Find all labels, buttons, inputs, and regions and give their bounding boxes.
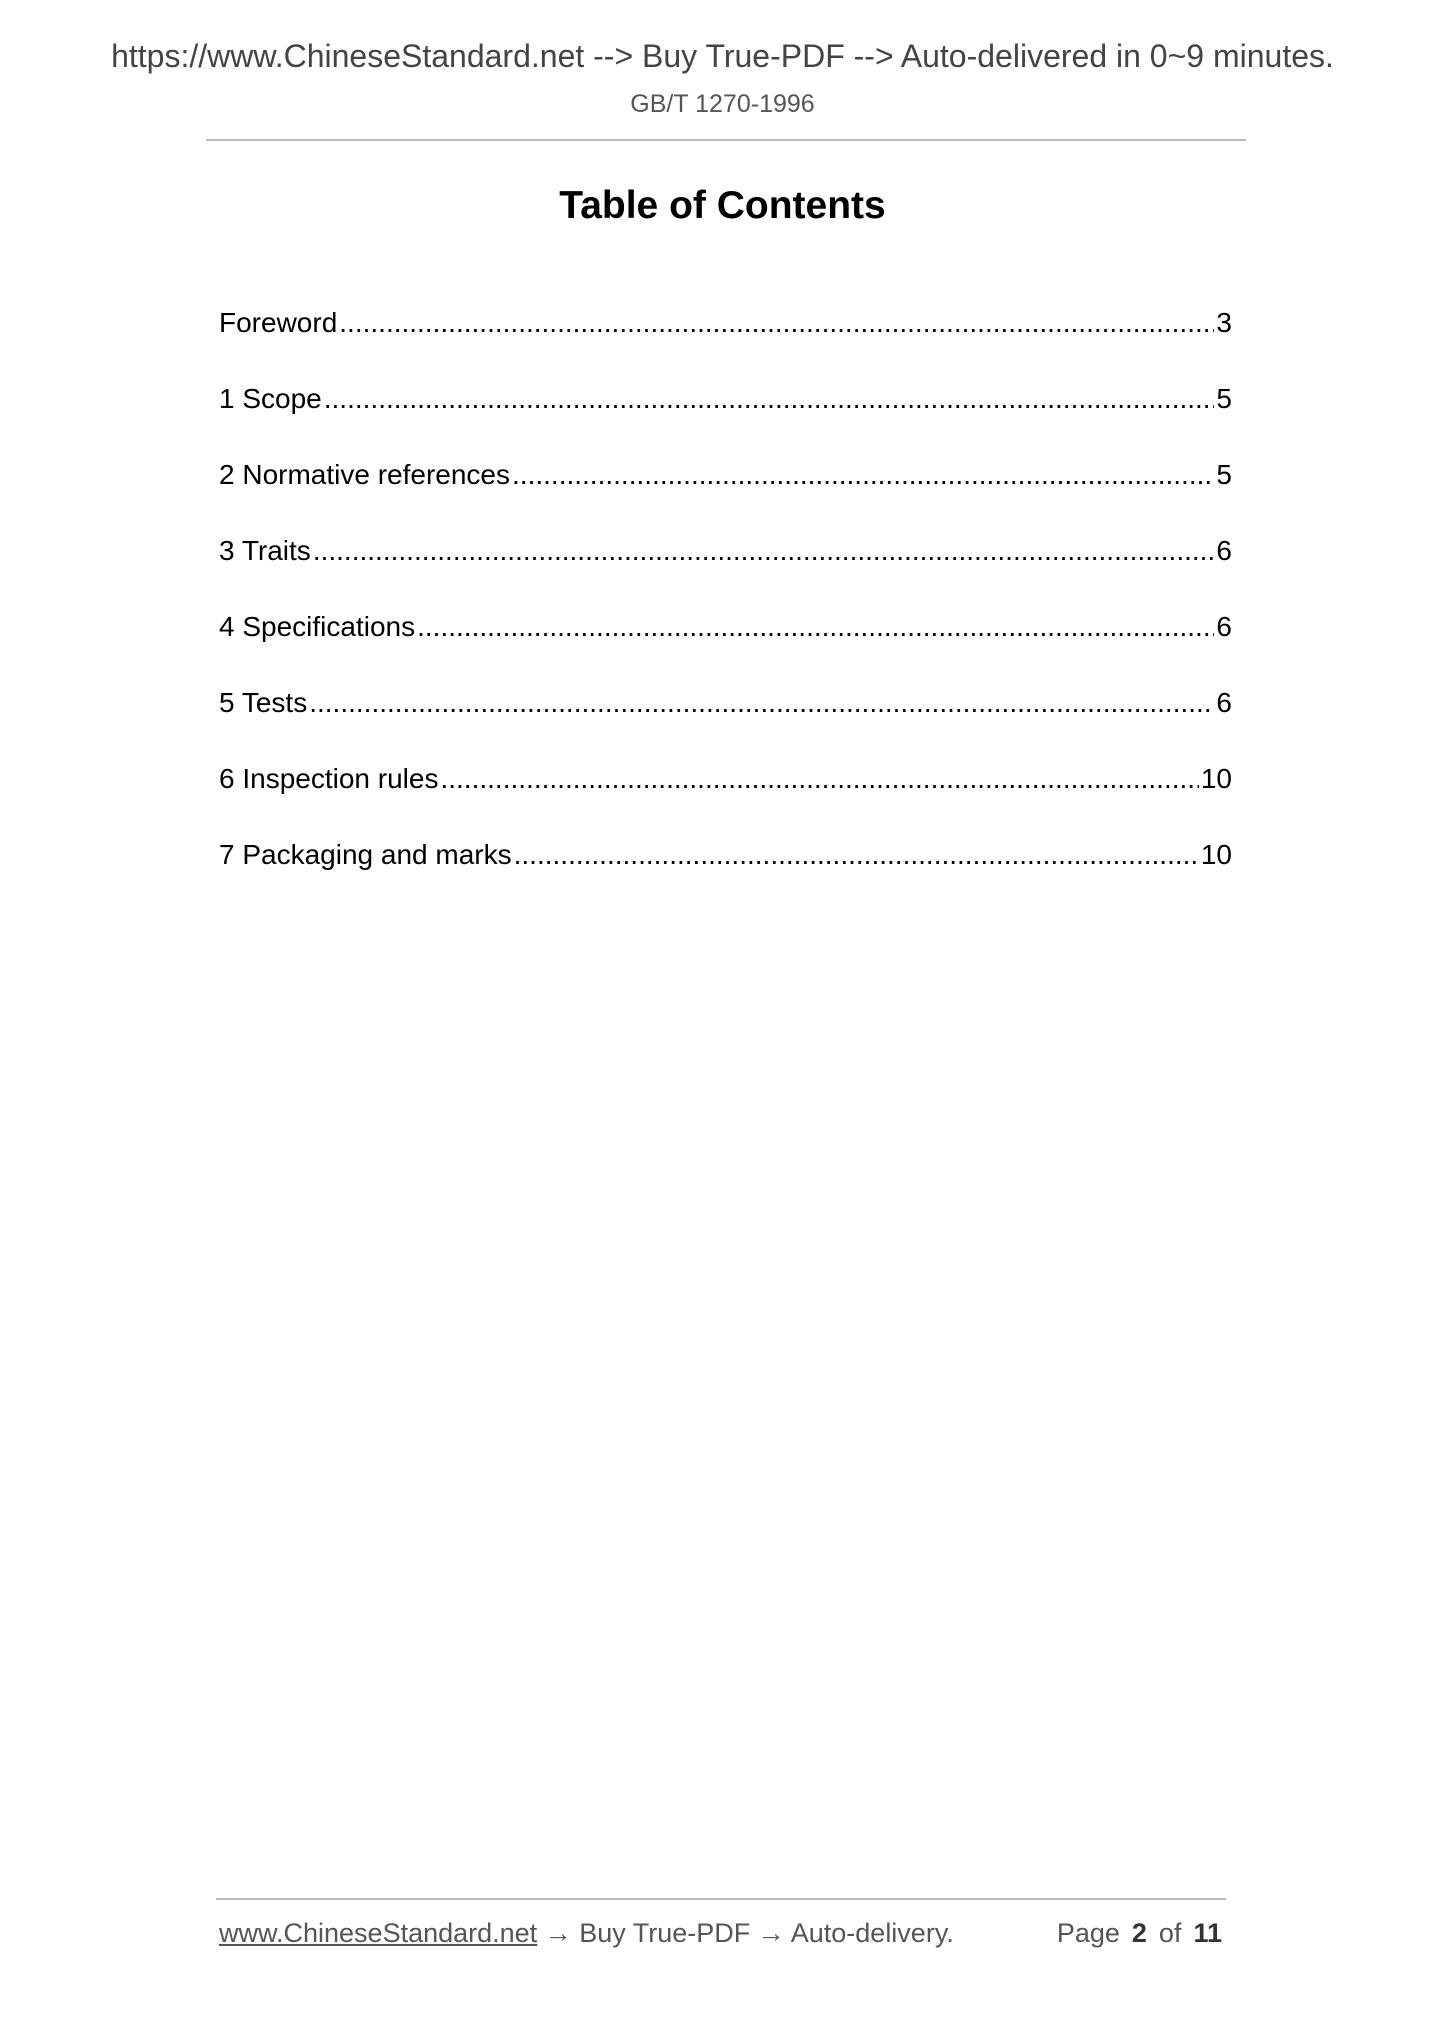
page-indicator — [1057, 1918, 1222, 1949]
page-word: Page — [1056, 1918, 1120, 1948]
toc-entry-label: 1 Scope — [219, 383, 322, 414]
header-divider — [206, 139, 1246, 141]
toc-entry-specifications[interactable] — [219, 608, 1232, 684]
document-code: GB/T 1270-1996 — [630, 90, 815, 118]
toc-entry-packaging-and-marks[interactable] — [219, 836, 1232, 912]
toc-entry-foreword[interactable] — [219, 304, 1232, 380]
toc-list — [219, 304, 1232, 912]
of-word: of — [1158, 1918, 1182, 1948]
toc-entry-label: Foreword — [219, 307, 338, 338]
footer-divider — [216, 1898, 1226, 1900]
toc-dot-leader — [440, 760, 1198, 798]
toc-dot-leader — [339, 304, 1214, 342]
toc-entry-traits[interactable] — [219, 532, 1232, 608]
toc-dot-leader — [514, 836, 1199, 874]
header-banner: https://www.ChineseStandard.net --> Buy True-PDF --> Auto-delivered in 0~9 minutes. — [111, 38, 1334, 74]
toc-entry-page: 3 — [1216, 307, 1232, 338]
toc-dot-leader — [313, 532, 1215, 570]
toc-entry-page: 10 — [1200, 839, 1232, 870]
toc-entry-tests[interactable] — [219, 684, 1232, 760]
footer-tagline: → Buy True-PDF → Auto-delivery. — [537, 1918, 954, 1948]
toc-entry-page: 5 — [1216, 383, 1232, 414]
toc-entry-inspection-rules[interactable] — [219, 760, 1232, 836]
toc-entry-page: 6 — [1216, 611, 1232, 642]
toc-entry-page: 6 — [1216, 687, 1232, 718]
toc-entry-normative-references[interactable] — [219, 456, 1232, 532]
toc-entry-label: 7 Packaging and marks — [219, 839, 512, 870]
current-page-number: 2 — [1131, 1918, 1147, 1948]
footer-left — [219, 1918, 954, 1949]
toc-dot-leader — [309, 684, 1214, 722]
toc-dot-leader — [417, 608, 1214, 646]
toc-entry-label: 2 Normative references — [219, 459, 511, 490]
toc-dot-leader — [324, 380, 1215, 418]
total-pages-number: 11 — [1193, 1918, 1222, 1948]
toc-entry-label: 3 Traits — [219, 535, 311, 566]
toc-entry-scope[interactable] — [219, 380, 1232, 456]
toc-entry-page: 10 — [1200, 763, 1232, 794]
toc-entry-label: 4 Specifications — [219, 611, 416, 642]
site-link[interactable]: www.ChineseStandard.net — [219, 1918, 538, 1948]
toc-entry-page: 6 — [1216, 535, 1232, 566]
toc-entry-label: 6 Inspection rules — [219, 763, 439, 794]
toc-entry-label: 5 Tests — [219, 687, 308, 718]
toc-title: Table of Contents — [559, 184, 886, 227]
toc-dot-leader — [512, 456, 1214, 494]
toc-entry-page: 5 — [1216, 459, 1232, 490]
